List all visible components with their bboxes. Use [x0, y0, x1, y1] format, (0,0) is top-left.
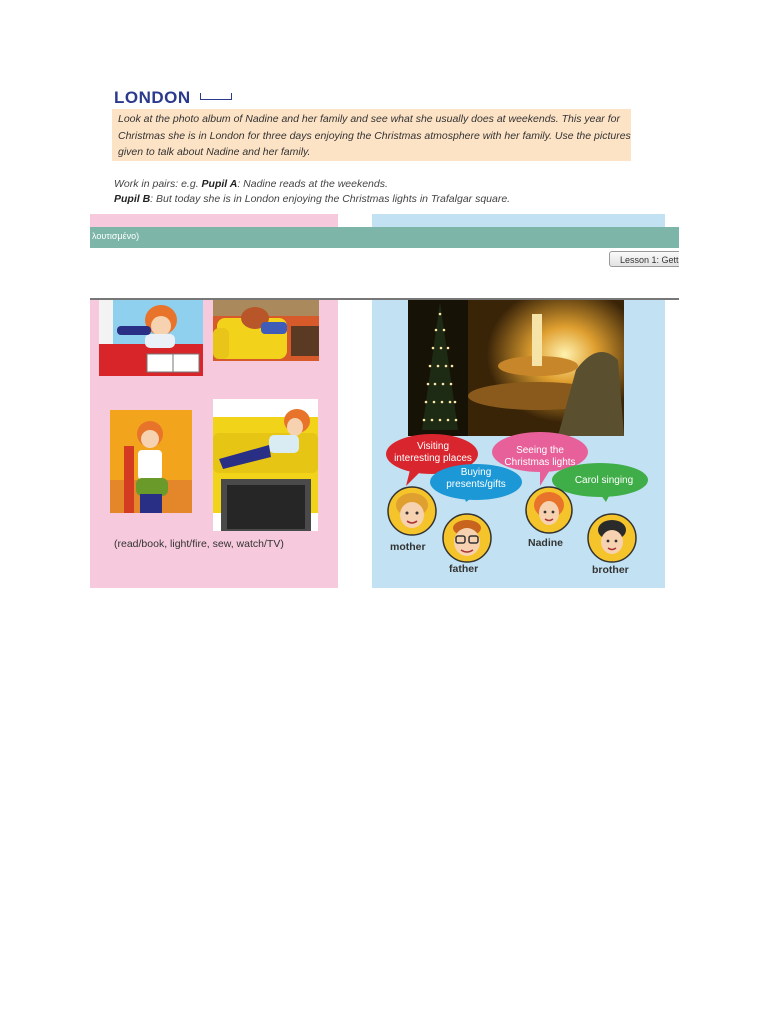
bubble-visiting-line1: Visiting: [416, 441, 450, 452]
page-title: LONDON: [114, 88, 191, 107]
lesson-tab-button[interactable]: Lesson 1: Gett: [609, 251, 683, 267]
pair-prefix: Work in pairs: e.g.: [114, 178, 202, 190]
overlay-title-text: λουτισμένο): [92, 231, 140, 241]
watch-tv-illustration: [213, 399, 318, 531]
overlay-toolbar-area: [90, 248, 679, 299]
pupil-a-caption: (read/book, light/fire, sew, watch/TV): [114, 538, 284, 550]
pair-work-line-2: [114, 193, 510, 205]
overlay-title-bar: [90, 227, 679, 248]
bubble-carol: Carol singing: [574, 475, 634, 486]
bubble-buying: [430, 467, 522, 491]
sew-illustration: [110, 410, 192, 513]
title-decoration: [200, 93, 232, 100]
instruction-text: Look at the photo album of Nadine and her family and see what she usually does at weekends. This year for Christmas she is in London for three days enjoying the Christmas atmosphere with her family. Use the pictures given to talk about Nadine and her family.: [118, 113, 631, 158]
pupil-b-label: Pupil B: [114, 193, 151, 205]
reading-book-illustration: [99, 300, 203, 376]
overlay-bottom-rule: [90, 298, 679, 300]
bubble-buying-line1: Buying: [460, 467, 492, 478]
bubble-seeing: [492, 445, 588, 469]
nadine-avatar-icon: [524, 485, 574, 535]
father-avatar-icon: [441, 512, 493, 564]
mother-label: mother: [390, 541, 426, 553]
nadine-label: Nadine: [528, 537, 564, 549]
trafalgar-square-photo: [408, 300, 624, 436]
bubble-seeing-line1: Seeing the: [516, 445, 564, 456]
brother-label: brother: [592, 564, 629, 576]
bubble-buying-line2: presents/gifts: [446, 479, 506, 490]
father-label: father: [449, 563, 479, 575]
pupil-b-example: : But today she is in London enjoying the Christmas lights in Trafalgar square.: [150, 193, 511, 205]
pupil-a-example: : Nadine reads at the weekends.: [237, 178, 388, 190]
pair-work-line-1: [114, 178, 388, 190]
pupil-a-label: Pupil A: [201, 178, 238, 190]
brother-avatar-icon: [586, 512, 638, 564]
bubble-seeing-line2: Christmas lights: [504, 457, 576, 468]
light-fire-illustration: [213, 300, 319, 361]
bubble-visiting: [388, 441, 478, 465]
overlay-clip: [679, 248, 768, 272]
bubble-visiting-line2: interesting places: [394, 453, 472, 464]
mother-avatar-icon: [386, 485, 438, 537]
